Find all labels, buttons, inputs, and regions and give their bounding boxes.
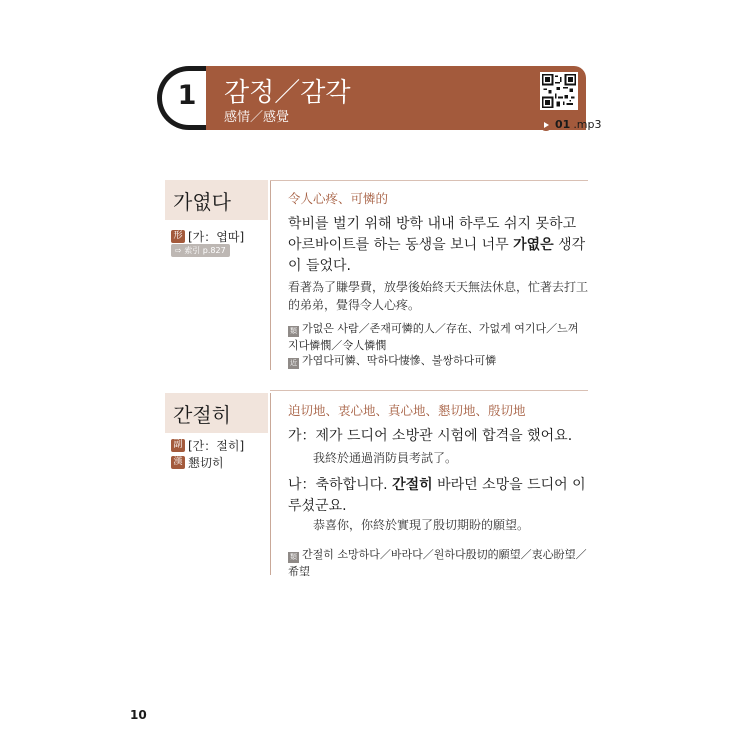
- pos-line: [171, 437, 244, 454]
- headword-box: [165, 393, 268, 433]
- headword: 가엾다: [173, 190, 231, 214]
- entry-divider: [270, 180, 271, 370]
- gloss: 迫切地、衷心地、真心地、懇切地、殷切地: [288, 403, 526, 418]
- headword: 간절히: [173, 403, 231, 427]
- index-reference: ⇨ 索引 p.827: [171, 244, 230, 257]
- hanja-line: [171, 454, 224, 471]
- gloss: 令人心疼、可憐的: [288, 191, 389, 206]
- pos-badge: 形: [171, 230, 185, 243]
- speaker: 가：: [288, 428, 316, 444]
- note-badge: 近: [290, 359, 297, 367]
- dialog-line-2: 나：축하합니다. 간절히 바라던 소망을 드디어 이루셨군요.: [288, 477, 586, 514]
- page-number: 10: [130, 708, 147, 722]
- note-badge: 類: [290, 327, 297, 335]
- highlighted-word: 가엾은: [513, 237, 554, 253]
- highlighted-word: 간절히: [392, 477, 433, 493]
- note-similar: 類 간절히 소망하다／바라다／원하다殷切的願望／衷心盼望／希望: [288, 548, 587, 578]
- chapter-banner: [206, 66, 586, 130]
- audio-track-number: 01: [555, 118, 571, 131]
- audio-track-ext: .mp3: [573, 118, 602, 131]
- hanja-form: 懇切히: [188, 456, 224, 470]
- entry-top-rule: [270, 180, 588, 181]
- entry-top-rule: [270, 390, 588, 391]
- headword-box: [165, 180, 268, 220]
- chapter-title: 감정／감각: [224, 78, 351, 108]
- example-sentence-kr: 학비를 벌기 위해 방학 내내 하루도 쉬지 못하고 아르바이트를 하는 동생을 보니 너무 가엾은 생각이 들었다.: [288, 216, 586, 274]
- entry-divider: [270, 393, 271, 575]
- chapter-number: 1: [177, 80, 197, 111]
- dialog-translation-1: 我終於通過消防員考試了。: [313, 451, 458, 465]
- audio-track[interactable]: [540, 118, 602, 131]
- play-icon[interactable]: [540, 119, 552, 131]
- speaker: 나：: [288, 477, 316, 493]
- note-badge: 類: [290, 553, 297, 561]
- dialog-translation-2: 恭喜你，你終於實現了殷切期盼的願望。: [313, 518, 530, 532]
- note-similar: 類 가없은 사람／존재可憐的人／存在、가없게 여기다／느껴지다憐憫／令人憐憫: [288, 322, 579, 352]
- pos-badge: 副: [171, 439, 185, 452]
- hanja-badge: 漢: [171, 456, 185, 469]
- pronunciation: [가：엽따]: [188, 230, 245, 244]
- chapter-subtitle: 感情／感覺: [224, 110, 290, 125]
- dialog-line-1: 가：제가 드디어 소방관 시험에 합격을 했어요.: [288, 428, 573, 444]
- example-translation-zh: 看著為了賺學費，放學後始終天天無法休息，忙著去打工的弟弟，覺得令人心疼。: [288, 280, 589, 312]
- note-near: 近 가엽다可憐、딱하다悽慘、불쌍하다可憐: [290, 354, 497, 367]
- pronunciation: [간：절히]: [188, 439, 245, 453]
- pos-line: [171, 228, 244, 245]
- qr-code-icon[interactable]: [540, 72, 578, 110]
